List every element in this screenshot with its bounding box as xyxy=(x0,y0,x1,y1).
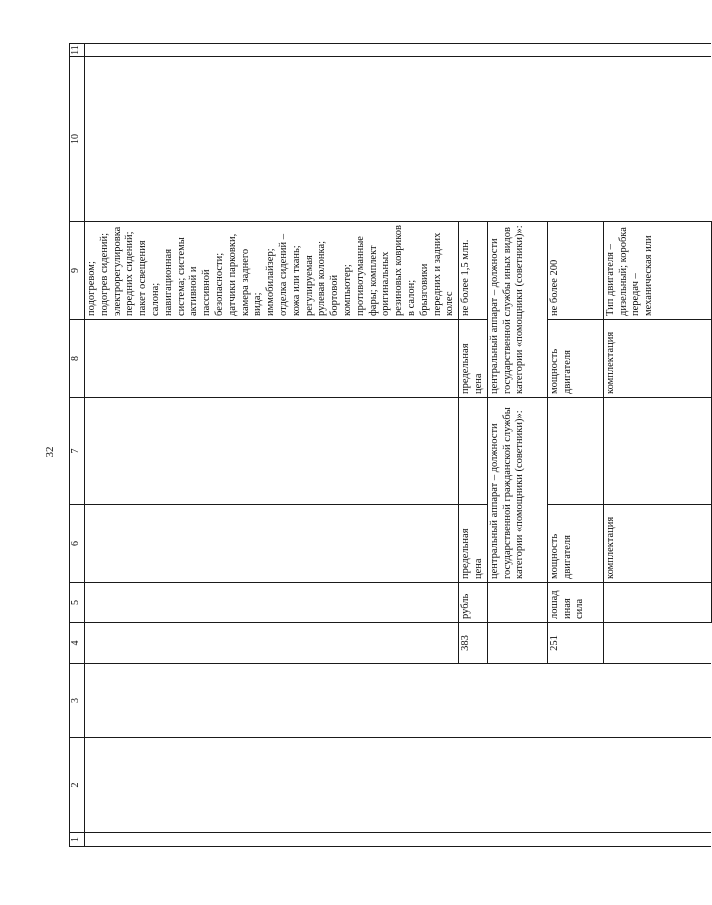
features-list: подогревом; подогрев сидений; электрорегулировка передних сидений; пакет освещения салона; навигационная система; системы активной и пассивной безопасности; датчики парковки, камера заднего вида; иммобилайзер; отделка сидений – кожа или ткань; регулируемая рулевая колонка; бортовой компьютер; противотуманные фары; комплект оригинальных резиновых ковриков в салон; брызговики передних и задних колес xyxy=(85,222,459,320)
category-text-col8: центральный аппарат – должности государственной службы иных видов категории «помощники (советники)»: xyxy=(487,222,547,398)
specification-table xyxy=(69,43,712,847)
power-label-col6: мощность двигателя xyxy=(547,505,603,583)
col-header-8: 8 xyxy=(70,320,85,398)
col-header-4: 4 xyxy=(70,623,85,664)
kit-value: Тип двигателя – дизельный; коробка передач – механическая или xyxy=(603,222,711,320)
col-header-1: 1 xyxy=(70,833,85,847)
table-row-kit xyxy=(603,44,711,847)
power-label-col8: мощность двигателя xyxy=(547,320,603,398)
price-label-col8: предельная цена xyxy=(459,320,488,398)
page-number: 32 xyxy=(44,446,56,458)
table-row-price xyxy=(459,44,488,847)
category-text-col6: центральный аппарат – должности государственной гражданской службы категории «помощники (советники)»: xyxy=(487,398,547,583)
kit-label-col8: комплектация xyxy=(603,320,711,398)
price-label-col6: предельная цена xyxy=(459,505,488,583)
rotated-table-container xyxy=(69,44,655,847)
col-header-3: 3 xyxy=(70,664,85,738)
col-header-6: 6 xyxy=(70,505,85,583)
col-header-7: 7 xyxy=(70,398,85,505)
price-value: не более 1,5 млн. xyxy=(459,222,488,320)
col-header-9: 9 xyxy=(70,222,85,320)
unit-price: рубль xyxy=(459,583,488,623)
okei-code-power: 251 xyxy=(547,623,603,664)
kit-label-col6: комплектация xyxy=(603,505,711,583)
table-row-power xyxy=(547,44,603,847)
table-row-features xyxy=(85,44,459,847)
col-header-5: 5 xyxy=(70,583,85,623)
okei-code-price: 383 xyxy=(459,623,488,664)
col-header-10: 10 xyxy=(70,57,85,222)
col-header-11: 11 xyxy=(70,44,85,57)
col-header-2: 2 xyxy=(70,738,85,833)
unit-power: лошадиная сила xyxy=(547,583,603,623)
power-value: не более 200 xyxy=(547,222,603,320)
column-number-row xyxy=(70,44,85,847)
table-row-category xyxy=(487,44,547,847)
